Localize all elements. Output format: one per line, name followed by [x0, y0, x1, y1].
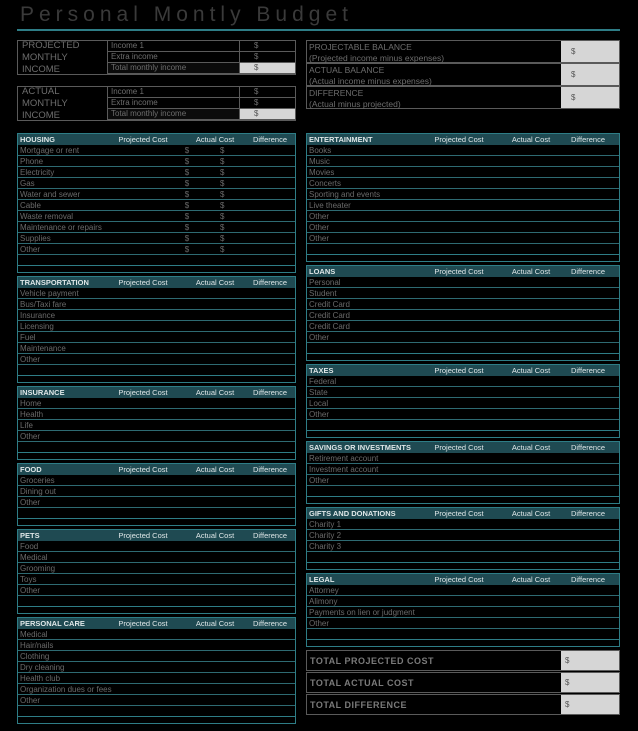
section-footer [307, 497, 619, 503]
table-row[interactable] [307, 277, 619, 288]
income-name: Total monthly income [108, 63, 240, 74]
balance-value[interactable]: $ [561, 87, 619, 108]
blank-row[interactable] [307, 486, 619, 497]
section-title: PETS [20, 531, 40, 540]
row-label: Supplies [20, 233, 51, 243]
column-projected-header: Projected Cost [118, 388, 168, 397]
table-row[interactable] [307, 387, 619, 398]
section-legal [306, 573, 620, 647]
section-footer [18, 376, 295, 382]
row-label: Home [20, 398, 42, 408]
column-actual-header: Actual Cost [511, 509, 551, 518]
table-row[interactable] [18, 156, 295, 167]
row-label: Groceries [20, 475, 55, 485]
table-row[interactable] [18, 695, 295, 706]
table-row[interactable] [18, 420, 295, 431]
projected-cost-cell[interactable]: $ [184, 145, 190, 155]
table-row[interactable] [18, 475, 295, 486]
blank-row[interactable] [307, 343, 619, 354]
row-label: Clothing [20, 651, 50, 661]
table-row[interactable] [18, 673, 295, 684]
column-difference-header: Difference [252, 388, 288, 397]
row-label: Dining out [20, 486, 57, 496]
table-row[interactable] [18, 684, 295, 695]
section-savings [306, 441, 620, 504]
row-label: Other [309, 233, 330, 243]
row-label: Other [20, 244, 41, 254]
column-actual-header: Actual Cost [511, 135, 551, 144]
blank-row[interactable] [307, 629, 619, 640]
section-header [307, 442, 619, 453]
section-title: TAXES [309, 366, 334, 375]
table-row[interactable] [307, 222, 619, 233]
row-label: Insurance [20, 310, 56, 320]
table-row[interactable] [307, 211, 619, 222]
actual-cost-cell[interactable]: $ [220, 145, 225, 155]
section-title: LEGAL [309, 575, 335, 584]
row-label: Health club [20, 673, 61, 683]
table-row[interactable] [307, 596, 619, 607]
table-row[interactable] [307, 376, 619, 387]
row-label: Student [309, 288, 337, 298]
row-label: Charity 1 [309, 519, 342, 529]
table-row[interactable] [18, 321, 295, 332]
total-value[interactable]: $ [561, 673, 619, 692]
table-row[interactable] [307, 541, 619, 552]
row-label: Charity 2 [309, 530, 342, 540]
row-label: Hair/nails [20, 640, 54, 650]
section-header [307, 134, 619, 145]
section-header [18, 134, 295, 145]
row-label: Fuel [20, 332, 36, 342]
section-title: HOUSING [20, 135, 56, 144]
section-title: TRANSPORTATION [20, 278, 89, 287]
row-label: Other [309, 409, 330, 419]
row-label: Mortgage or rent [20, 145, 80, 155]
income-value[interactable]: $ [240, 98, 295, 109]
row-label: Other [20, 431, 41, 441]
table-row[interactable] [307, 200, 619, 211]
table-row[interactable] [18, 178, 295, 189]
row-label: Movies [309, 167, 335, 177]
table-row[interactable] [307, 398, 619, 409]
row-label: Bus/Taxi fare [20, 299, 67, 309]
section-footer [307, 255, 619, 261]
income-value[interactable]: $ [240, 87, 295, 98]
table-row[interactable] [307, 618, 619, 629]
section-title: GIFTS AND DONATIONS [309, 509, 396, 518]
section-header [18, 387, 295, 398]
total-label: TOTAL DIFFERENCE [310, 700, 408, 710]
income-name: Extra income [108, 98, 240, 109]
row-label: Alimony [309, 596, 338, 606]
table-row[interactable] [18, 354, 295, 365]
actual-cost-cell[interactable]: $ [220, 233, 225, 243]
balance-label: DIFFERENCE [309, 88, 364, 98]
section-taxes [306, 364, 620, 438]
total-actual-row [306, 672, 620, 693]
section-footer [307, 431, 619, 437]
income-row [108, 98, 295, 109]
row-label: Phone [20, 156, 44, 166]
section-footer [307, 563, 619, 569]
row-label: Attorney [309, 585, 339, 595]
column-difference-header: Difference [252, 531, 288, 540]
projected-income-box [17, 40, 296, 75]
column-projected-header: Projected Cost [118, 135, 168, 144]
column-projected-header: Projected Cost [434, 267, 484, 276]
section-footer [18, 607, 295, 613]
row-label: Charity 3 [309, 541, 342, 551]
row-label: Other [309, 211, 330, 221]
total-value[interactable]: $ [561, 651, 619, 670]
row-label: Credit Card [309, 321, 350, 331]
income-row [108, 41, 295, 52]
total-projected-row [306, 650, 620, 671]
table-row[interactable] [307, 167, 619, 178]
income-row [108, 52, 295, 63]
column-actual-header: Actual Cost [195, 619, 235, 628]
section-gifts [306, 507, 620, 570]
table-row[interactable] [18, 662, 295, 673]
projected-cost-cell[interactable]: $ [184, 233, 190, 243]
column-difference-header: Difference [570, 509, 606, 518]
row-label: Grooming [20, 563, 56, 573]
section-transportation [17, 276, 296, 383]
section-personal-care [17, 617, 296, 724]
row-label: Dry cleaning [20, 662, 65, 672]
row-label: Local [309, 398, 329, 408]
row-label: Waste removal [20, 211, 74, 221]
table-row[interactable] [18, 651, 295, 662]
actual-cost-cell[interactable]: $ [220, 156, 225, 166]
section-housing [17, 133, 296, 273]
section-header [18, 618, 295, 629]
actual-income-box [17, 86, 296, 121]
column-difference-header: Difference [252, 135, 288, 144]
column-actual-header: Actual Cost [511, 366, 551, 375]
table-row[interactable] [18, 310, 295, 321]
row-label: Other [309, 222, 330, 232]
income-name: Income 1 [108, 41, 240, 52]
projected-cost-cell[interactable]: $ [184, 200, 190, 210]
row-label: Personal [309, 277, 341, 287]
column-actual-header: Actual Cost [195, 135, 235, 144]
row-label: Sporting and events [309, 189, 381, 199]
row-label: Other [309, 332, 330, 342]
row-label: Electricity [20, 167, 55, 177]
section-footer [18, 266, 295, 272]
title-divider [17, 29, 620, 31]
table-row[interactable] [18, 552, 295, 563]
actual-cost-cell[interactable]: $ [220, 200, 225, 210]
row-label: Credit Card [309, 310, 350, 320]
row-label: Food [20, 541, 39, 551]
blank-row[interactable] [18, 706, 295, 717]
income-total-row [108, 109, 295, 120]
column-projected-header: Projected Cost [434, 509, 484, 518]
actual-cost-cell[interactable]: $ [220, 222, 225, 232]
income-value[interactable]: $ [240, 52, 295, 63]
row-label: State [309, 387, 328, 397]
total-label: TOTAL ACTUAL COST [310, 678, 414, 688]
section-entertainment [306, 133, 620, 262]
row-label: Cable [20, 200, 41, 210]
column-actual-header: Actual Cost [195, 388, 235, 397]
table-row[interactable] [18, 145, 295, 156]
section-footer [18, 453, 295, 459]
section-loans [306, 265, 620, 361]
blank-row[interactable] [18, 442, 295, 453]
table-row[interactable] [307, 310, 619, 321]
table-row[interactable] [18, 332, 295, 343]
section-footer [307, 354, 619, 360]
section-header [18, 530, 295, 541]
row-label: Maintenance [20, 343, 66, 353]
table-row[interactable] [18, 398, 295, 409]
column-projected-header: Projected Cost [434, 135, 484, 144]
blank-row[interactable] [18, 596, 295, 607]
table-row[interactable] [307, 288, 619, 299]
table-row[interactable] [18, 541, 295, 552]
blank-row[interactable] [307, 420, 619, 431]
projected-cost-cell[interactable]: $ [184, 222, 190, 232]
table-row[interactable] [307, 178, 619, 189]
table-row[interactable] [307, 409, 619, 420]
blank-row[interactable] [18, 365, 295, 376]
table-row[interactable] [307, 453, 619, 464]
table-row[interactable] [18, 299, 295, 310]
table-row[interactable] [18, 222, 295, 233]
section-title: PERSONAL CARE [20, 619, 85, 628]
blank-row[interactable] [307, 244, 619, 255]
table-row[interactable] [307, 519, 619, 530]
column-actual-header: Actual Cost [511, 267, 551, 276]
table-row[interactable] [307, 156, 619, 167]
table-row[interactable] [18, 431, 295, 442]
row-label: Maintenance or repairs [20, 222, 102, 232]
table-row[interactable] [307, 475, 619, 486]
column-difference-header: Difference [252, 278, 288, 287]
table-row[interactable] [18, 574, 295, 585]
section-footer [307, 640, 619, 646]
column-difference-header: Difference [570, 443, 606, 452]
table-row[interactable] [307, 585, 619, 596]
row-label: Medical [20, 552, 48, 562]
table-row[interactable] [18, 629, 295, 640]
column-projected-header: Projected Cost [118, 465, 168, 474]
actual-cost-cell[interactable]: $ [220, 211, 225, 221]
row-label: Payments on lien or judgment [309, 607, 415, 617]
projected-cost-cell[interactable]: $ [184, 244, 190, 254]
balance-row [306, 86, 620, 109]
table-row[interactable] [18, 233, 295, 244]
income-name: Income 1 [108, 87, 240, 98]
row-label: Life [20, 420, 33, 430]
table-row[interactable] [18, 189, 295, 200]
balance-value[interactable]: $ [561, 64, 619, 85]
column-actual-header: Actual Cost [195, 465, 235, 474]
table-row[interactable] [307, 233, 619, 244]
row-label: Music [309, 156, 330, 166]
projected-cost-cell[interactable]: $ [184, 167, 190, 177]
balance-label: PROJECTABLE BALANCE [309, 42, 412, 52]
column-projected-header: Projected Cost [118, 531, 168, 540]
balance-row [306, 63, 620, 86]
blank-row[interactable] [18, 508, 295, 519]
row-label: Gas [20, 178, 35, 188]
table-row[interactable] [307, 607, 619, 618]
balance-value[interactable]: $ [561, 41, 619, 62]
table-row[interactable] [18, 200, 295, 211]
table-row[interactable] [307, 464, 619, 475]
table-row[interactable] [18, 640, 295, 651]
row-label: Other [20, 695, 41, 705]
table-row[interactable] [307, 189, 619, 200]
projected-income-label: PROJECTED MONTHLY INCOME [18, 41, 108, 74]
row-label: Other [309, 475, 330, 485]
column-difference-header: Difference [570, 366, 606, 375]
table-row[interactable] [18, 563, 295, 574]
projected-cost-cell[interactable]: $ [184, 189, 190, 199]
projected-cost-cell[interactable]: $ [184, 211, 190, 221]
column-projected-header: Projected Cost [434, 443, 484, 452]
row-label: Live theater [309, 200, 351, 210]
column-difference-header: Difference [570, 135, 606, 144]
column-difference-header: Difference [570, 267, 606, 276]
row-label: Vehicle payment [20, 288, 79, 298]
row-label: Water and sewer [20, 189, 81, 199]
row-label: Health [20, 409, 44, 419]
section-title: SAVINGS OR INVESTMENTS [309, 443, 411, 452]
balance-box [306, 40, 620, 110]
column-actual-header: Actual Cost [195, 278, 235, 287]
column-difference-header: Difference [570, 575, 606, 584]
blank-row[interactable] [307, 552, 619, 563]
total-value[interactable]: $ [561, 695, 619, 714]
section-title: FOOD [20, 465, 42, 474]
row-label: Concerts [309, 178, 342, 188]
column-difference-header: Difference [252, 465, 288, 474]
section-header [307, 365, 619, 376]
column-actual-header: Actual Cost [511, 575, 551, 584]
table-row[interactable] [18, 343, 295, 354]
projected-cost-cell[interactable]: $ [184, 178, 190, 188]
row-label: Books [309, 145, 332, 155]
row-label: Other [20, 497, 41, 507]
row-label: Toys [20, 574, 37, 584]
row-label: Credit Card [309, 299, 350, 309]
actual-cost-cell[interactable]: $ [220, 178, 225, 188]
section-title: ENTERTAINMENT [309, 135, 373, 144]
table-row[interactable] [18, 497, 295, 508]
section-food [17, 463, 296, 526]
balance-row [306, 40, 620, 63]
table-row[interactable] [307, 332, 619, 343]
row-label: Other [309, 618, 330, 628]
balance-label: ACTUAL BALANCE [309, 65, 385, 75]
row-label: Organization dues or fees [20, 684, 112, 694]
column-projected-header: Projected Cost [118, 619, 168, 628]
table-row[interactable] [307, 299, 619, 310]
row-label: Other [20, 585, 41, 595]
section-title: INSURANCE [20, 388, 65, 397]
row-label: Medical [20, 629, 48, 639]
section-header [18, 464, 295, 475]
table-row[interactable] [307, 321, 619, 332]
income-total-value[interactable]: $ [240, 63, 295, 74]
income-total-row [108, 63, 295, 74]
table-row[interactable] [307, 145, 619, 156]
projected-cost-cell[interactable]: $ [184, 156, 190, 166]
table-row[interactable] [18, 244, 295, 255]
income-name: Extra income [108, 52, 240, 63]
row-label: Federal [309, 376, 337, 386]
table-row[interactable] [307, 530, 619, 541]
income-row [108, 87, 295, 98]
section-pets [17, 529, 296, 614]
column-projected-header: Projected Cost [434, 575, 484, 584]
balance-sub: (Actual income minus expenses) [309, 75, 432, 86]
section-header [307, 574, 619, 585]
table-row[interactable] [18, 288, 295, 299]
actual-cost-cell[interactable]: $ [220, 189, 225, 199]
section-footer [18, 717, 295, 723]
table-row[interactable] [18, 167, 295, 178]
column-difference-header: Difference [252, 619, 288, 628]
total-difference-row [306, 694, 620, 715]
section-footer [18, 519, 295, 525]
balance-sub: (Actual minus projected) [309, 98, 401, 109]
income-value[interactable]: $ [240, 41, 295, 52]
section-insurance [17, 386, 296, 460]
row-label: Licensing [20, 321, 54, 331]
column-actual-header: Actual Cost [195, 531, 235, 540]
balance-sub: (Projected income minus expenses) [309, 52, 445, 63]
table-row[interactable] [18, 211, 295, 222]
income-name: Total monthly income [108, 109, 240, 120]
actual-cost-cell[interactable]: $ [220, 244, 225, 254]
table-row[interactable] [18, 585, 295, 596]
column-projected-header: Projected Cost [118, 278, 168, 287]
row-label: Other [20, 354, 41, 364]
section-title: LOANS [309, 267, 336, 276]
section-header [307, 508, 619, 519]
section-header [18, 277, 295, 288]
row-label: Investment account [309, 464, 379, 474]
blank-row[interactable] [18, 255, 295, 266]
table-row[interactable] [18, 409, 295, 420]
actual-cost-cell[interactable]: $ [220, 167, 225, 177]
page-title: Personal Montly Budget [20, 3, 353, 26]
column-projected-header: Projected Cost [434, 366, 484, 375]
table-row[interactable] [18, 486, 295, 497]
column-actual-header: Actual Cost [511, 443, 551, 452]
section-header [307, 266, 619, 277]
income-total-value[interactable]: $ [240, 109, 295, 120]
row-label: Retirement account [309, 453, 379, 463]
actual-income-label: ACTUAL MONTHLY INCOME [18, 87, 108, 120]
total-label: TOTAL PROJECTED COST [310, 656, 435, 666]
